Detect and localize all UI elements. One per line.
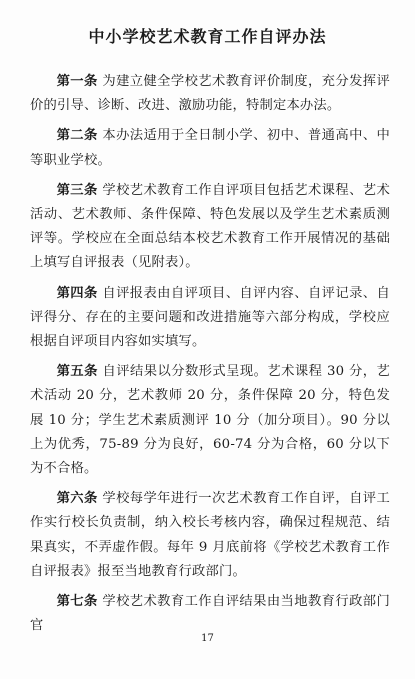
article-7: [30, 590, 390, 638]
article-label: 第五条: [56, 364, 98, 380]
article-text: 学校每学年进行一次艺术教育工作自评，自评工作实行校长负责制，纳入校长考核内容，确保过程规范、结果真实，不弄虚作假。每年 9 月底前将《学校艺术教育工作自评报表》报至当地教育行政部门。: [30, 491, 390, 579]
article-label: 第一条: [56, 74, 98, 89]
article-5: [30, 360, 390, 481]
article-1: [30, 70, 390, 118]
article-3: [30, 179, 390, 276]
article-label: 第二条: [56, 128, 98, 144]
article-text: 自评结果以分数形式呈现。艺术课程 30 分，艺术活动 20 分，艺术教师 20 分，条件保障 20 分，特色发展 10 分；学生艺术素质测评 10 分（加分项目）。90 分以上为优秀，75-89 分为良好，60-74 分为合格，60 分以下为不合格。: [30, 364, 390, 477]
document-body: [30, 70, 390, 644]
page-number: 17: [201, 633, 214, 644]
article-label: 第七条: [56, 594, 98, 610]
article-text: 本办法适用于全日制小学、初中、普通高中、中等职业学校。: [30, 128, 390, 168]
document-title: 中小学校艺术教育工作自评办法: [88, 27, 327, 46]
article-label: 第六条: [56, 491, 98, 507]
article-4: [30, 282, 390, 355]
article-text: 为建立健全学校艺术教育评价制度，充分发挥评价的引导、诊断、改进、激励功能，特制定本办法。: [30, 74, 390, 114]
article-text: 自评报表由自评项目、自评内容、自评记录、自评得分、存在的主要问题和改进措施等六部分构成，学校应根据自评项目内容如实填写。: [30, 285, 390, 350]
article-label: 第三条: [56, 182, 98, 198]
article-text: 学校艺术教育工作自评项目包括艺术课程、艺术活动、艺术教师、条件保障、特色发展以及学生艺术素质测评等。学校应在全面总结本校艺术教育工作开展情况的基础上填写自评报表（见附表）。: [30, 182, 390, 271]
article-2: [30, 124, 390, 172]
article-label: 第四条: [56, 285, 98, 301]
article-text: 学校艺术教育工作自评结果由当地教育行政部门官: [30, 594, 390, 634]
article-6: [30, 487, 390, 584]
